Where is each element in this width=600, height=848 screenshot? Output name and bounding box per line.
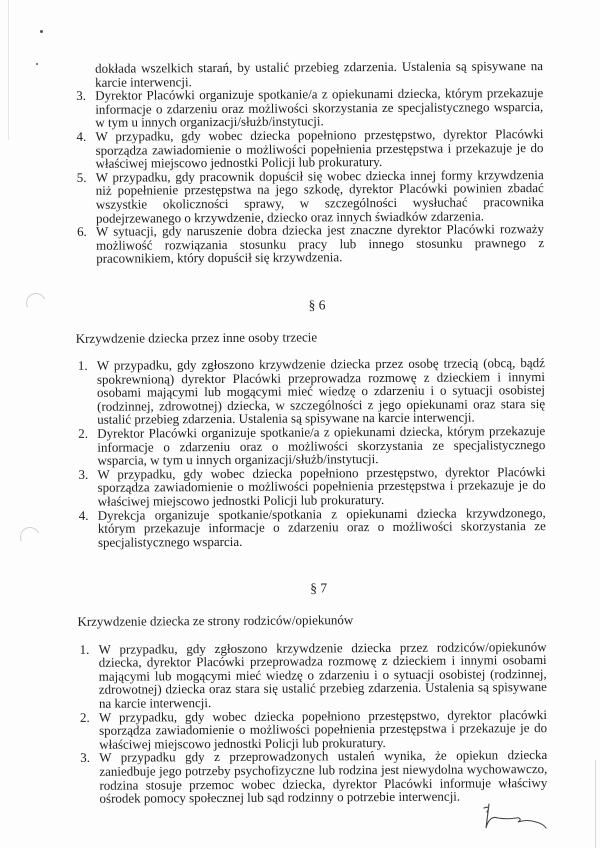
- list-item: [60, 465, 545, 509]
- list-part1: [58, 86, 544, 266]
- list-item: [61, 506, 546, 550]
- punch-hole-mark: [23, 290, 49, 316]
- item-text: W przypadku, gdy wobec dziecka popełniono przestępstwo, dyrektor Placówki sporządza zawiadomienie o możliwości popełnienia przestępstwa i przekazuje je do właściwej miejscowo jednostki Policji lub prokuratury.: [97, 463, 546, 509]
- list-item: [62, 708, 547, 752]
- list-item: [60, 424, 545, 468]
- item-text: W przypadku, gdy pracownik dopuścił się wobec dziecka innej formy krzywdzenia niż popełnienie przestępstwa na jego szkodę, dyrektor Placówki powinien zbadać wszystkie okoliczności sprawy, w szczególności wysłuchać pracownika podejrzewanego o krzywdzenie, dziecko oraz innych świadków zdarzenia.: [95, 166, 544, 226]
- list-item: [62, 640, 547, 711]
- list-item: [59, 168, 544, 225]
- scan-speck: [36, 63, 38, 65]
- list-item: [58, 86, 543, 130]
- document-body: [58, 59, 548, 806]
- list-item: [59, 222, 544, 266]
- item-text: W przypadku gdy z przeprowadzonych ustaleń wynika, że opiekun dziecka zaniedbuje jego potrzeby psychofizyczne lub rodzina jest niewydolna wychowawczo, rodzina stosuje przemoc wobec dziecka, dyrektor Placówki informuje właściwy ośrodek pomocy społecznej lub sąd rodzinny o potrzebie interwencji.: [99, 747, 548, 806]
- list-section-7: [62, 640, 548, 806]
- scan-speck: [40, 30, 43, 33]
- section-title-7: Krzywdzenie dziecka ze strony rodziców/opiekunów: [77, 612, 354, 629]
- item-text: W przypadku, gdy zgłoszono krzywdzenie dziecka przez osobę trzecią (obcą, bądź spokrewnioną) dyrektor Placówki przeprowadza rozmowę z dzieckiem i innymi osobami mającymi lub mogącymi mieć wiedzę o zdarzeniu i o sytuacji osobistej (rodzinnej, zdrowotnej) dziecka, w szczególności z jego opiekunami oraz stara się ustalić przebieg zdarzenia. Ustalenia są spisywane na karcie interwencji.: [96, 355, 546, 428]
- section-mark-6: § 6: [308, 297, 326, 313]
- signature-initials-icon: [478, 802, 558, 842]
- punch-hole-mark: [17, 524, 43, 550]
- item-text: Dyrektor Placówki organizuje spotkanie/a z opiekunami dziecka, którym przekazuje informacje o zdarzeniu oraz o możliwości skorzystania ze specjalistycznego wsparcia, w tym u innych organizacji/służb/instytucji.: [97, 423, 546, 469]
- item-number: 1.: [79, 641, 90, 657]
- item-number: 1.: [77, 357, 88, 373]
- scan-edge-line: [8, 0, 9, 140]
- list-section-6: [60, 356, 546, 549]
- item-number: 4.: [78, 507, 89, 523]
- item-text: W przypadku, gdy zgłoszono krzywdzenie dziecka przez rodziców/opiekunów dziecka, dyrektor Placówki przeprowadza rozmowę z dzieckiem i innymi osobami mającymi lub mogącymi mieć wiedzę o zdarzeniu i o sytuacji osobistej (rodzinnej, zdrowotnej) dziecka oraz stara się ustalić przebieg zdarzenia. Ustalenia są spisywane na karcie interwencji.: [98, 638, 547, 711]
- item-number: 4.: [76, 128, 87, 144]
- list-item: [58, 127, 543, 171]
- item-number: 3.: [76, 88, 87, 104]
- section-title-6: Krzywdzenie dziecka przez inne osoby trzecie: [75, 328, 318, 346]
- item-text: Dyrekcja organizuje spotkanie/spotkania z opiekunami dziecka krzywdzonego, którym przekazuje informacje o zdarzeniu oraz o możliwości skorzystania ze specjalistycznego wsparcia.: [97, 504, 546, 550]
- list-item: [60, 356, 545, 427]
- scan-edge-line-right: [595, 760, 596, 848]
- item-number: 5.: [76, 169, 87, 185]
- list-item: [62, 748, 547, 805]
- paragraph-continuation: dokłada wszelkich starań, by ustalić przebieg zdarzenia. Ustalenia są spisywane na karcie interwencji.: [94, 58, 544, 90]
- item-number: 2.: [78, 425, 89, 441]
- item-text: Dyrektor Placówki organizuje spotkanie/a z opiekunami dziecka, którym przekazuje informacje o zdarzeniu oraz możliwości skorzystania ze specjalistycznego wsparcia, w tym u innych organizacji/służb/instytucji.: [95, 85, 544, 131]
- item-number: 3.: [80, 750, 91, 766]
- item-text: W sytuacji, gdy naruszenie dobra dziecka jest znaczne dyrektor Placówki rozważy możliwość rozwiązania stosunku pracy lub innego stosunku prawnego z pracownikiem, który dopuścił się krzywdzenia.: [95, 221, 545, 267]
- item-text: W przypadku, gdy wobec dziecka popełniono przestępstwo, dyrektor placówki sporządza zawiadomienie o możliwości popełnienia przestępstwa i przekazuje je do właściwej miejscowo jednostki Policji lub prokuratury.: [98, 706, 548, 752]
- item-number: 2.: [79, 709, 90, 725]
- item-number: 3.: [78, 466, 89, 482]
- section-mark-7: § 7: [310, 580, 328, 596]
- item-text: W przypadku, gdy wobec dziecka popełniono przestępstwo, dyrektor Placówki sporządza zawiadomienie o możliwości popełnienia przestępstwa i przekazuje je do właściwej miejscowo jednostki Policji lub prokuratury.: [95, 126, 544, 171]
- item-number: 6.: [76, 223, 87, 240]
